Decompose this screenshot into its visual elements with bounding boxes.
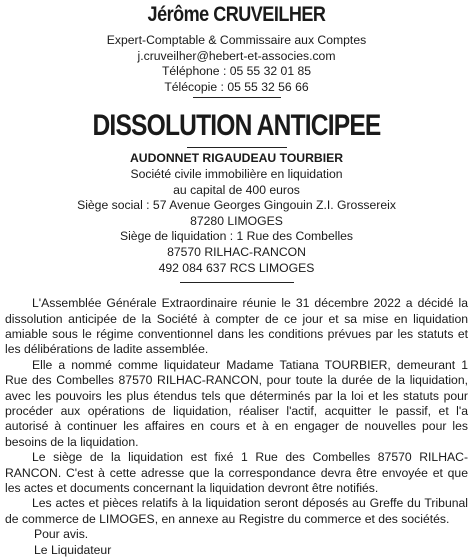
divider bbox=[193, 97, 281, 98]
closing-formula: Pour avis. bbox=[34, 527, 89, 542]
rcs-number: 492 084 637 RCS LIMOGES bbox=[158, 260, 315, 275]
paragraph-liquidator: Elle a nommé comme liquidateur Madame Tatiana TOURBIER, demeurant 1 Rue des Combelles 87570 RILHAC-RANCON, pour toute la durée de la liquidation, avec les pouvoirs les plus étendus tels que déterminés par la loi et les statuts pour procéder aux opérations de liquidation, réaliser l'actif, acquitter le passif, et l'a autorisé à continuer les affaires en cours et à en engager de nouvelles pour les besoins de la liquidation. bbox=[5, 357, 468, 449]
contact-title: Expert-Comptable & Commissaire aux Comptes bbox=[106, 33, 367, 47]
registered-office-city: 87280 LIMOGES bbox=[190, 213, 283, 228]
company-capital: au capital de 400 euros bbox=[173, 182, 300, 197]
contact-phone: Téléphone : 05 55 32 01 85 bbox=[161, 64, 312, 79]
liquidation-office: Siège de liquidation : 1 Rue des Combelles bbox=[119, 229, 354, 244]
company-form: Société civile immobilière en liquidation bbox=[130, 166, 343, 181]
divider bbox=[180, 282, 294, 283]
paragraph-liquidation-seat: Le siège de la liquidation est fixé 1 Rue des Combelles 87570 RILHAC-RANCON. C'est à cette adresse que la correspondance devra être envoyée et que les actes et documents concernant la liquidation devront être notifiés. bbox=[5, 450, 468, 495]
contact-details bbox=[3, 33, 470, 95]
signature-block bbox=[3, 527, 470, 558]
divider bbox=[187, 147, 287, 148]
company-name: AUDONNET RIGAUDEAU TOURBIER bbox=[129, 151, 344, 166]
accountant-name: Jérôme CRUVEILHER bbox=[147, 3, 326, 26]
contact-fax: Télécopie : 05 55 32 56 66 bbox=[164, 79, 309, 94]
company-block bbox=[3, 151, 470, 283]
paragraph-filing: Les actes et pièces relatifs à la liquidation seront déposés au Greffe du Tribunal de commerce de LIMOGES, en annexe au Registre du commerce et des sociétés. bbox=[5, 496, 468, 526]
notice-headline: DISSOLUTION ANTICIPEE bbox=[92, 109, 381, 143]
legal-notice bbox=[0, 1, 473, 557]
liquidation-office-city: 87570 RILHAC-RANCON bbox=[167, 244, 306, 259]
header-block bbox=[3, 1, 470, 98]
paragraph-resolution: L'Assemblée Générale Extraordinaire réunie le 31 décembre 2022 a décidé la dissolution anticipée de la Société à compter de ce jour et sa mise en liquidation amiable sous le régime conventionnel dans les conditions prévues par les statuts et les délibérations de ladite assemblée. bbox=[5, 296, 468, 357]
signatory: Le Liquidateur bbox=[34, 542, 112, 557]
registered-office: Siège social : 57 Avenue Georges Gingouin Z.I. Grossereix bbox=[77, 198, 396, 213]
contact-email: j.cruveilher@hebert-et-associes.com bbox=[137, 48, 336, 63]
notice-body bbox=[3, 296, 470, 527]
